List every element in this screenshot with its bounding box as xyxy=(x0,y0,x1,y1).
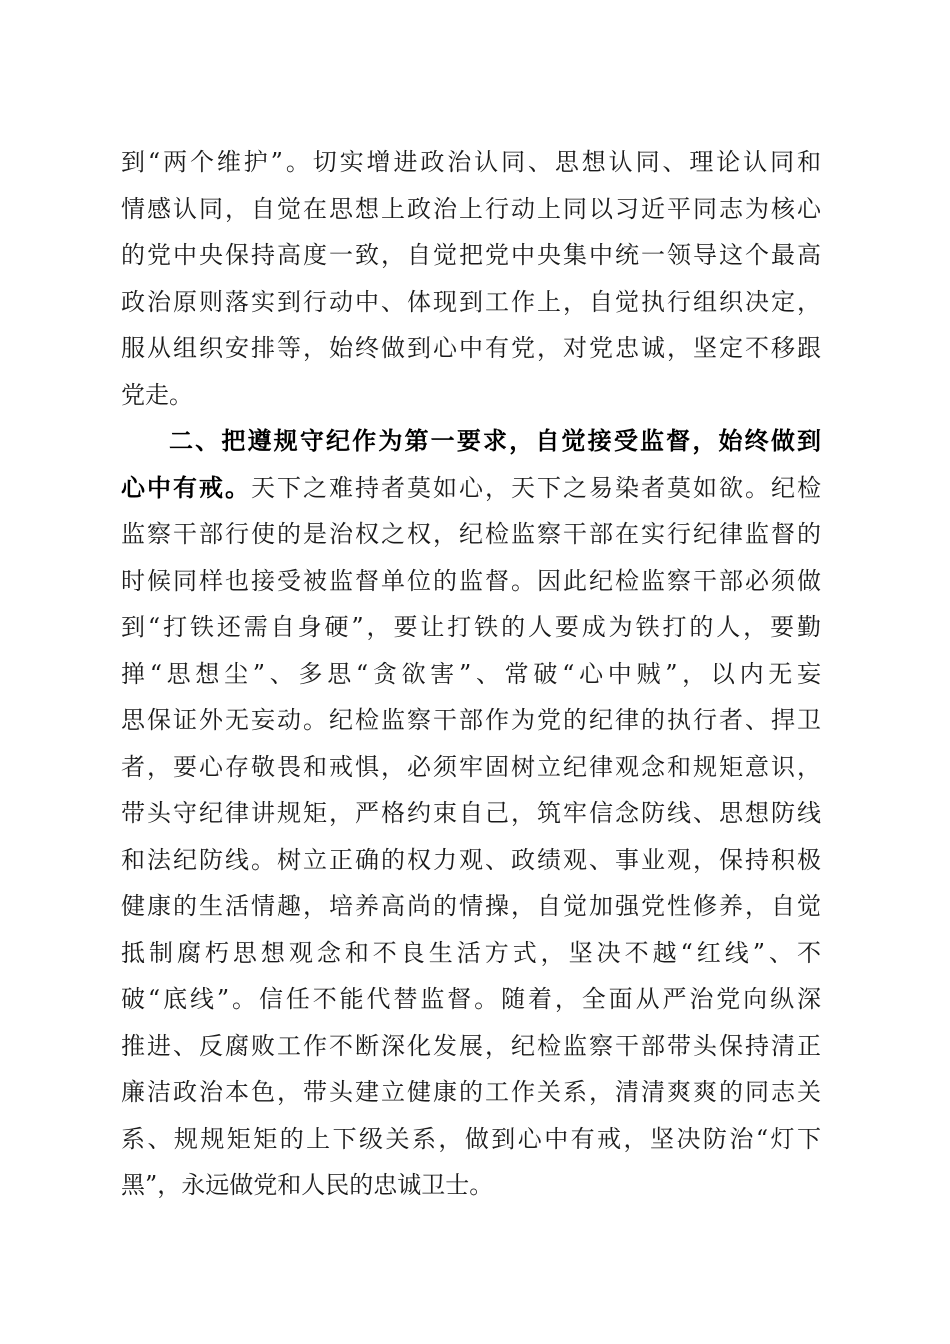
paragraph-line xyxy=(121,468,821,508)
paragraph-text: 天下之难持者莫如心，天下之易染者莫如欲。纪检 xyxy=(251,474,821,502)
paragraph-line: 系、规规矩矩的上下级关系，做到心中有戒，坚决防治“灯下 xyxy=(121,1125,821,1153)
paragraph-line: 情感认同，自觉在思想上政治上行动上同以习近平同志为核心 xyxy=(121,195,821,223)
paragraph-line: 到“两个维护”。切实增进政治认同、思想认同、理论认同和 xyxy=(121,148,821,176)
paragraph-line: 服从组织安排等，始终做到心中有党，对党忠诚，坚定不移跟 xyxy=(121,334,821,362)
paragraph-line: 廉洁政治本色，带头建立健康的工作关系，清清爽爽的同志关 xyxy=(121,1078,821,1106)
paragraph-line: 党走。 xyxy=(121,381,193,409)
paragraph-line: 者，要心存敬畏和戒惧，必须牢固树立纪律观念和规矩意识， xyxy=(121,753,821,781)
paragraph-line: 和法纪防线。树立正确的权力观、政绩观、事业观，保持积极 xyxy=(121,846,821,874)
paragraph-line: 抵制腐朽思想观念和不良生活方式，坚决不越“红线”、不 xyxy=(121,939,821,967)
paragraph-line: 时候同样也接受被监督单位的监督。因此纪检监察干部必须做 xyxy=(121,567,821,595)
paragraph-line: 思保证外无妄动。纪检监察干部作为党的纪律的执行者、捍卫 xyxy=(121,706,821,734)
paragraph-line: 到“打铁还需自身硬”，要让打铁的人要成为铁打的人，要勤 xyxy=(121,613,821,641)
paragraph-line: 健康的生活情趣，培养高尚的情操，自觉加强党性修养，自觉 xyxy=(121,892,821,920)
paragraph-line: 掸“思想尘”、多思“贪欲害”、常破“心中贼”，以内无妄 xyxy=(121,660,821,688)
paragraph-line: 政治原则落实到行动中、体现到工作上，自觉执行组织决定， xyxy=(121,288,821,316)
paragraph-line: 推进、反腐败工作不断深化发展，纪检监察干部带头保持清正 xyxy=(121,1032,821,1060)
section-heading-end: 心中有戒。 xyxy=(121,474,251,502)
paragraph-line: 黑”，永远做党和人民的忠诚卫士。 xyxy=(121,1171,494,1199)
paragraph-line: 监察干部行使的是治权之权，纪检监察干部在实行纪律监督的 xyxy=(121,520,821,548)
paragraph-line: 带头守纪律讲规矩，严格约束自己，筑牢信念防线、思想防线 xyxy=(121,799,821,827)
paragraph-line: 破“底线”。信任不能代替监督。随着，全面从严治党向纵深 xyxy=(121,985,821,1013)
paragraph-line: 的党中央保持高度一致，自觉把党中央集中统一领导这个最高 xyxy=(121,241,821,269)
section-heading: 二、把遵规守纪作为第一要求，自觉接受监督，始终做到 xyxy=(169,427,821,455)
